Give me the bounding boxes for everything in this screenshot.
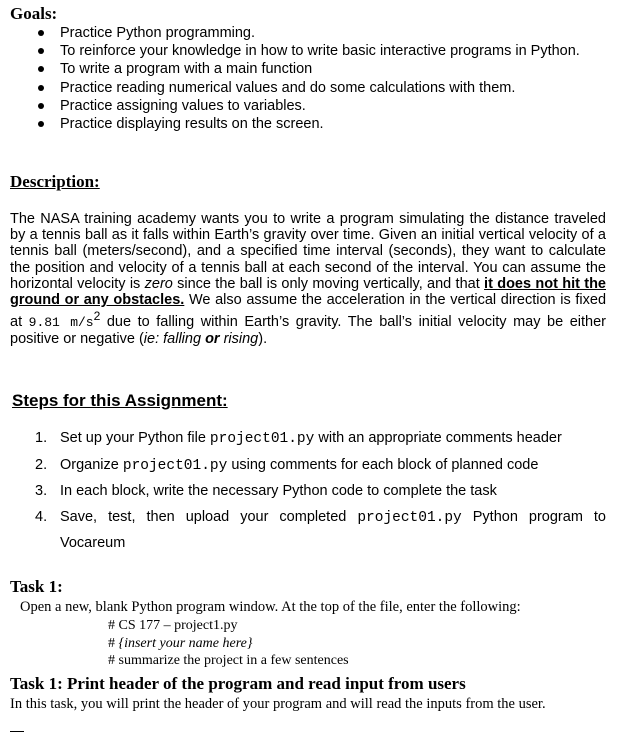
step-number: 1. bbox=[35, 430, 48, 446]
step-item bbox=[30, 453, 606, 480]
step-text: Python program to Vocareum bbox=[60, 508, 606, 551]
desc-or: or bbox=[205, 331, 220, 348]
desc-text: The NASA training academy wants you to write a program simulating the distance traveled by a tennis ball as it falls within Earth’s gravity over time. Given an initial vertical velocity of a tennis ball (meters/second), and a specified time interval (seconds), they want to calculate the position and velocity of a tennis ball at each second of the interval. You can assume the horizontal velocity is bbox=[10, 211, 606, 292]
task1-instructions: Open a new, blank Python program window. At the top of the file, enter the following: bbox=[20, 599, 521, 615]
desc-text: ). bbox=[258, 331, 268, 348]
goals-heading: Goals: bbox=[10, 4, 58, 23]
code-placeholder: {insert your name here} bbox=[118, 635, 253, 651]
goals-list bbox=[38, 24, 598, 133]
desc-rising: rising bbox=[219, 331, 259, 348]
step-text: In each block, write the necessary Python code to complete the task bbox=[60, 483, 497, 499]
clipped-text-edge bbox=[10, 731, 24, 735]
goal-item: To reinforce your knowledge in how to write basic interactive programs in Python. bbox=[38, 42, 598, 60]
desc-text: We also assume the acceleration in the vertical direction is fixed at bbox=[10, 292, 607, 331]
step-text: Save, test, then upload your completed bbox=[60, 508, 358, 525]
step-number: 2. bbox=[35, 456, 48, 473]
step-text: with an appropriate comments header bbox=[314, 430, 562, 446]
goal-item: Practice reading numerical values and do some calculations with them. bbox=[38, 79, 598, 97]
step-number: 3. bbox=[35, 483, 48, 499]
description-heading: Description: bbox=[10, 172, 100, 191]
desc-ie: ie: falling bbox=[143, 331, 206, 348]
step-item bbox=[30, 426, 606, 453]
desc-text: since the ball is only moving vertically, and that bbox=[172, 275, 485, 292]
desc-accel: 9.81 m/s bbox=[28, 315, 94, 331]
header-comment-lines bbox=[108, 617, 349, 670]
step-filename: project01.py bbox=[122, 457, 228, 474]
step-filename: project01.py bbox=[357, 509, 462, 526]
goal-item: Practice displaying results on the screen. bbox=[38, 115, 598, 133]
goal-item: Practice assigning values to variables. bbox=[38, 97, 598, 115]
step-text: Organize bbox=[60, 456, 123, 473]
steps-heading: Steps for this Assignment: bbox=[12, 391, 228, 410]
step-filename: project01.py bbox=[209, 431, 315, 447]
step-item bbox=[30, 479, 606, 505]
code-prefix: # bbox=[108, 635, 119, 651]
steps-list bbox=[30, 426, 606, 557]
step-text: using comments for each block of planned code bbox=[227, 456, 539, 473]
code-line: # CS 177 – project1.py bbox=[108, 618, 238, 633]
goal-item: Practice Python programming. bbox=[38, 24, 598, 42]
step-number: 4. bbox=[35, 508, 48, 525]
task1b-heading: Task 1: Print header of the program and read input from users bbox=[10, 674, 466, 693]
desc-emphasis: it does not hit the ground or any obstacles. bbox=[10, 275, 606, 309]
task1b-instructions: In this task, you will print the header of your program and will read the inputs from the user. bbox=[10, 696, 546, 712]
desc-text: due to falling within Earth’s gravity. The ball’s initial velocity may be either positive or negative ( bbox=[10, 314, 606, 348]
goal-item: To write a program with a main function bbox=[38, 60, 598, 78]
code-line bbox=[108, 635, 349, 653]
description-paragraph bbox=[10, 211, 606, 347]
code-line: # summarize the project in a few sentences bbox=[108, 653, 349, 668]
task1-heading: Task 1: bbox=[10, 577, 63, 596]
step-item bbox=[30, 505, 606, 557]
desc-zero: zero bbox=[144, 275, 173, 292]
step-text: Set up your Python file bbox=[60, 430, 210, 446]
desc-accel-exp: 2 bbox=[93, 309, 101, 324]
